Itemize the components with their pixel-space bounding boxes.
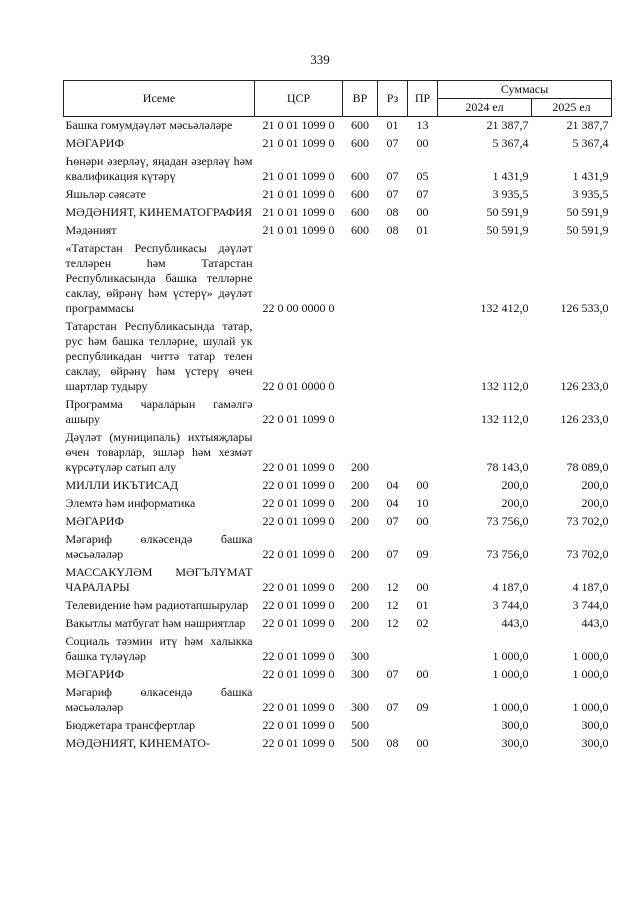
row-csr: 22 0 01 1099 0 xyxy=(262,460,335,474)
table-row xyxy=(64,495,612,513)
row-rz: 12 xyxy=(386,598,399,612)
row-sum-2025: 300,0 xyxy=(581,718,609,732)
row-sum-2025: 3 935,5 xyxy=(572,187,609,201)
row-rz: 12 xyxy=(386,580,399,594)
row-sum-2025: 4 187,0 xyxy=(572,580,609,594)
row-pr: 00 xyxy=(416,478,429,492)
row-sum-2025: 300,0 xyxy=(581,736,609,750)
row-rz xyxy=(378,633,408,666)
row-rz: 01 xyxy=(386,118,399,132)
row-sum-2024: 200,0 xyxy=(501,496,529,510)
row-rz: 08 xyxy=(386,736,399,750)
row-pr: 00 xyxy=(416,667,429,681)
row-rz: 12 xyxy=(386,616,399,630)
row-sum-2025: 1 431,9 xyxy=(572,169,609,183)
table-row xyxy=(64,318,612,396)
row-pr: 13 xyxy=(416,118,429,132)
row-sum-2024: 1 000,0 xyxy=(492,649,529,663)
row-sum-2024: 300,0 xyxy=(501,736,529,750)
row-pr: 10 xyxy=(416,496,429,510)
row-vr: 200 xyxy=(351,460,369,474)
row-csr: 22 0 01 1099 0 xyxy=(262,598,335,612)
row-name: МӘДӘНИЯТ, КИНЕМАТОГРАФИЯ xyxy=(65,205,253,219)
table-row xyxy=(64,684,612,717)
row-name: Бюджетара трансфертлар xyxy=(65,718,196,732)
row-sum-2025: 1 000,0 xyxy=(572,700,609,714)
row-pr xyxy=(408,318,438,396)
row-sum-2025: 126 233,0 xyxy=(560,379,609,393)
row-vr: 500 xyxy=(351,736,369,750)
row-name: Татарстан Республикасында татар, рус һәм башка телләрне, шулай ук республикадан читтә татар телен саклау, өйрәнү һәм үстерү өчен шартлар тудыру xyxy=(65,319,253,393)
row-pr: 00 xyxy=(416,736,429,750)
row-rz: 07 xyxy=(386,514,399,528)
row-csr: 22 0 01 1099 0 xyxy=(262,478,335,492)
row-sum-2025: 78 089,0 xyxy=(566,460,609,474)
row-sum-2024: 73 756,0 xyxy=(486,547,529,561)
table-row xyxy=(64,240,612,318)
row-sum-2025: 126 533,0 xyxy=(560,301,609,315)
row-vr: 200 xyxy=(351,616,369,630)
row-sum-2024: 78 143,0 xyxy=(486,460,529,474)
row-vr xyxy=(343,396,378,429)
row-csr: 21 0 01 1099 0 xyxy=(262,118,335,132)
row-rz: 07 xyxy=(386,187,399,201)
row-pr xyxy=(408,429,438,477)
row-vr: 600 xyxy=(351,187,369,201)
row-sum-2025: 443,0 xyxy=(581,616,609,630)
table-row xyxy=(64,597,612,615)
row-name: Социаль тәэмин итү һәм халыкка башка түләүләр xyxy=(65,634,253,663)
row-name: Дәүләт (муниципаль) ихтыяҗлары өчен товарлар, эшләр һәм хезмәт күрсәтүләр сатып алу xyxy=(65,430,253,474)
page-number: 339 xyxy=(310,52,330,67)
row-name: Мәгариф өлкәсендә башка мәсьәләләр xyxy=(65,532,253,561)
row-pr xyxy=(408,633,438,666)
row-vr: 600 xyxy=(351,118,369,132)
row-name: МӘГАРИФ xyxy=(65,136,124,150)
table-row xyxy=(64,615,612,633)
header-rz: Рз xyxy=(378,81,408,117)
header-pr: ПР xyxy=(408,81,438,117)
row-rz: 07 xyxy=(386,700,399,714)
row-name: Элемтә һәм информатика xyxy=(65,496,196,510)
table-row xyxy=(64,717,612,735)
row-name: Яшьләр сәясәте xyxy=(65,187,146,201)
row-csr: 22 0 01 1099 0 xyxy=(262,514,335,528)
table-row xyxy=(64,222,612,240)
row-csr: 22 0 01 1099 0 xyxy=(262,649,335,663)
row-csr: 22 0 01 1099 0 xyxy=(262,496,335,510)
row-pr: 09 xyxy=(416,547,429,561)
row-sum-2024: 300,0 xyxy=(501,718,529,732)
row-sum-2025: 73 702,0 xyxy=(566,547,609,561)
row-sum-2024: 132 112,0 xyxy=(480,412,529,426)
table-row xyxy=(64,633,612,666)
table-row xyxy=(64,429,612,477)
row-csr: 22 0 01 1099 0 xyxy=(262,700,335,714)
header-year-2024: 2024 ел xyxy=(438,99,532,117)
row-pr: 00 xyxy=(416,136,429,150)
row-sum-2024: 3 744,0 xyxy=(492,598,529,612)
row-sum-2024: 73 756,0 xyxy=(486,514,529,528)
row-name: Башка гомумдәүләт мәсьәләләре xyxy=(65,118,233,132)
row-sum-2025: 50 591,9 xyxy=(566,223,609,237)
row-pr: 01 xyxy=(416,223,429,237)
row-sum-2024: 1 431,9 xyxy=(492,169,529,183)
row-sum-2024: 21 387,7 xyxy=(486,118,529,132)
row-rz xyxy=(378,396,408,429)
row-csr: 22 0 01 1099 0 xyxy=(262,412,335,426)
row-vr: 500 xyxy=(351,718,369,732)
row-name: МӘДӘНИЯТ, КИНЕМАТО- xyxy=(65,736,210,750)
row-vr xyxy=(343,318,378,396)
row-pr: 05 xyxy=(416,169,429,183)
row-vr: 200 xyxy=(351,598,369,612)
row-name: Һөнәри әзерләү, яңадан әзерләү һәм квалификация күтәрү xyxy=(65,154,253,183)
row-vr: 200 xyxy=(351,547,369,561)
table-row xyxy=(64,117,612,136)
table-row xyxy=(64,735,612,753)
row-rz: 08 xyxy=(386,205,399,219)
row-csr: 22 0 01 0000 0 xyxy=(262,379,335,393)
row-sum-2024: 50 591,9 xyxy=(486,205,529,219)
row-csr: 21 0 01 1099 0 xyxy=(262,136,335,150)
table-row xyxy=(64,186,612,204)
row-rz xyxy=(378,429,408,477)
row-vr: 300 xyxy=(351,649,369,663)
table-row xyxy=(64,153,612,186)
row-pr: 00 xyxy=(416,580,429,594)
row-pr xyxy=(408,717,438,735)
row-sum-2024: 50 591,9 xyxy=(486,223,529,237)
row-sum-2024: 1 000,0 xyxy=(492,667,529,681)
row-csr: 22 0 01 1099 0 xyxy=(262,736,335,750)
row-sum-2024: 132 412,0 xyxy=(480,301,529,315)
row-sum-2025: 126 233,0 xyxy=(560,412,609,426)
row-vr: 300 xyxy=(351,667,369,681)
row-rz: 07 xyxy=(386,667,399,681)
row-rz xyxy=(378,240,408,318)
row-vr: 600 xyxy=(351,223,369,237)
row-sum-2024: 1 000,0 xyxy=(492,700,529,714)
row-pr: 02 xyxy=(416,616,429,630)
row-vr: 600 xyxy=(351,136,369,150)
row-vr: 600 xyxy=(351,205,369,219)
row-rz: 04 xyxy=(386,478,399,492)
table-row xyxy=(64,477,612,495)
table-row xyxy=(64,204,612,222)
row-sum-2024: 443,0 xyxy=(501,616,529,630)
row-name: МАССАКҮЛӘМ МӘГЪЛҮМАТ ЧАРАЛАРЫ xyxy=(65,565,253,594)
row-rz xyxy=(378,717,408,735)
row-vr: 600 xyxy=(351,169,369,183)
row-name: МӘГАРИФ xyxy=(65,514,124,528)
row-vr: 200 xyxy=(351,496,369,510)
row-sum-2025: 1 000,0 xyxy=(572,649,609,663)
row-csr: 22 0 01 1099 0 xyxy=(262,616,335,630)
table-body xyxy=(64,117,612,754)
row-pr xyxy=(408,396,438,429)
row-csr: 21 0 01 1099 0 xyxy=(262,187,335,201)
table-row xyxy=(64,396,612,429)
row-pr: 07 xyxy=(416,187,429,201)
budget-table xyxy=(63,80,612,753)
header-name: Исеме xyxy=(64,81,255,117)
table-row xyxy=(64,135,612,153)
row-sum-2025: 73 702,0 xyxy=(566,514,609,528)
row-sum-2025: 50 591,9 xyxy=(566,205,609,219)
row-name: МӘГАРИФ xyxy=(65,667,124,681)
row-name: Вакытлы матбугат һәм нәшриятлар xyxy=(65,616,246,630)
row-pr xyxy=(408,240,438,318)
row-sum-2025: 200,0 xyxy=(581,496,609,510)
row-csr: 22 0 01 1099 0 xyxy=(262,547,335,561)
row-csr: 22 0 01 1099 0 xyxy=(262,718,335,732)
row-vr: 200 xyxy=(351,580,369,594)
row-sum-2024: 3 935,5 xyxy=(492,187,529,201)
row-sum-2025: 200,0 xyxy=(581,478,609,492)
row-sum-2025: 21 387,7 xyxy=(566,118,609,132)
row-sum-2024: 200,0 xyxy=(501,478,529,492)
row-csr: 21 0 01 1099 0 xyxy=(262,169,335,183)
row-csr: 21 0 01 1099 0 xyxy=(262,223,335,237)
row-csr: 22 0 01 1099 0 xyxy=(262,667,335,681)
row-sum-2025: 3 744,0 xyxy=(572,598,609,612)
row-rz: 04 xyxy=(386,496,399,510)
row-name: «Татарстан Республикасы дәүләт телләрен һәм Татарстан Республикасында башка телләрне саклау, өйрәнү һәм үстерү» дәүләт программасы xyxy=(65,241,253,315)
row-sum-2024: 4 187,0 xyxy=(492,580,529,594)
row-pr: 09 xyxy=(416,700,429,714)
header-vr: ВР xyxy=(343,81,378,117)
row-sum-2024: 5 367,4 xyxy=(492,136,529,150)
row-vr xyxy=(343,240,378,318)
row-name: Мәгариф өлкәсендә башка мәсьәләләр xyxy=(65,685,253,714)
header-year-2025: 2025 ел xyxy=(532,99,612,117)
table-header xyxy=(64,81,612,117)
row-rz: 07 xyxy=(386,169,399,183)
table-row xyxy=(64,531,612,564)
row-rz: 07 xyxy=(386,136,399,150)
row-pr: 01 xyxy=(416,598,429,612)
row-sum-2025: 1 000,0 xyxy=(572,667,609,681)
header-sums: Суммасы xyxy=(438,81,612,99)
row-name: Телевидение һәм радиотапшырулар xyxy=(65,598,249,612)
row-name: МИЛЛИ ИКЪТИСАД xyxy=(65,478,179,492)
row-vr: 300 xyxy=(351,700,369,714)
row-csr: 22 0 01 1099 0 xyxy=(262,580,335,594)
row-csr: 21 0 01 1099 0 xyxy=(262,205,335,219)
row-rz: 07 xyxy=(386,547,399,561)
row-name: Программа чараларын гамәлгә ашыру xyxy=(65,397,253,426)
row-sum-2025: 5 367,4 xyxy=(572,136,609,150)
row-sum-2024: 132 112,0 xyxy=(480,379,529,393)
row-pr: 00 xyxy=(416,205,429,219)
row-rz: 08 xyxy=(386,223,399,237)
header-csr: ЦСР xyxy=(255,81,343,117)
table-row xyxy=(64,564,612,597)
row-name: Мәдәният xyxy=(65,223,117,237)
row-vr: 200 xyxy=(351,514,369,528)
row-pr: 00 xyxy=(416,514,429,528)
table-row xyxy=(64,666,612,684)
row-csr: 22 0 00 0000 0 xyxy=(262,301,335,315)
row-rz xyxy=(378,318,408,396)
table-row xyxy=(64,513,612,531)
row-vr: 200 xyxy=(351,478,369,492)
